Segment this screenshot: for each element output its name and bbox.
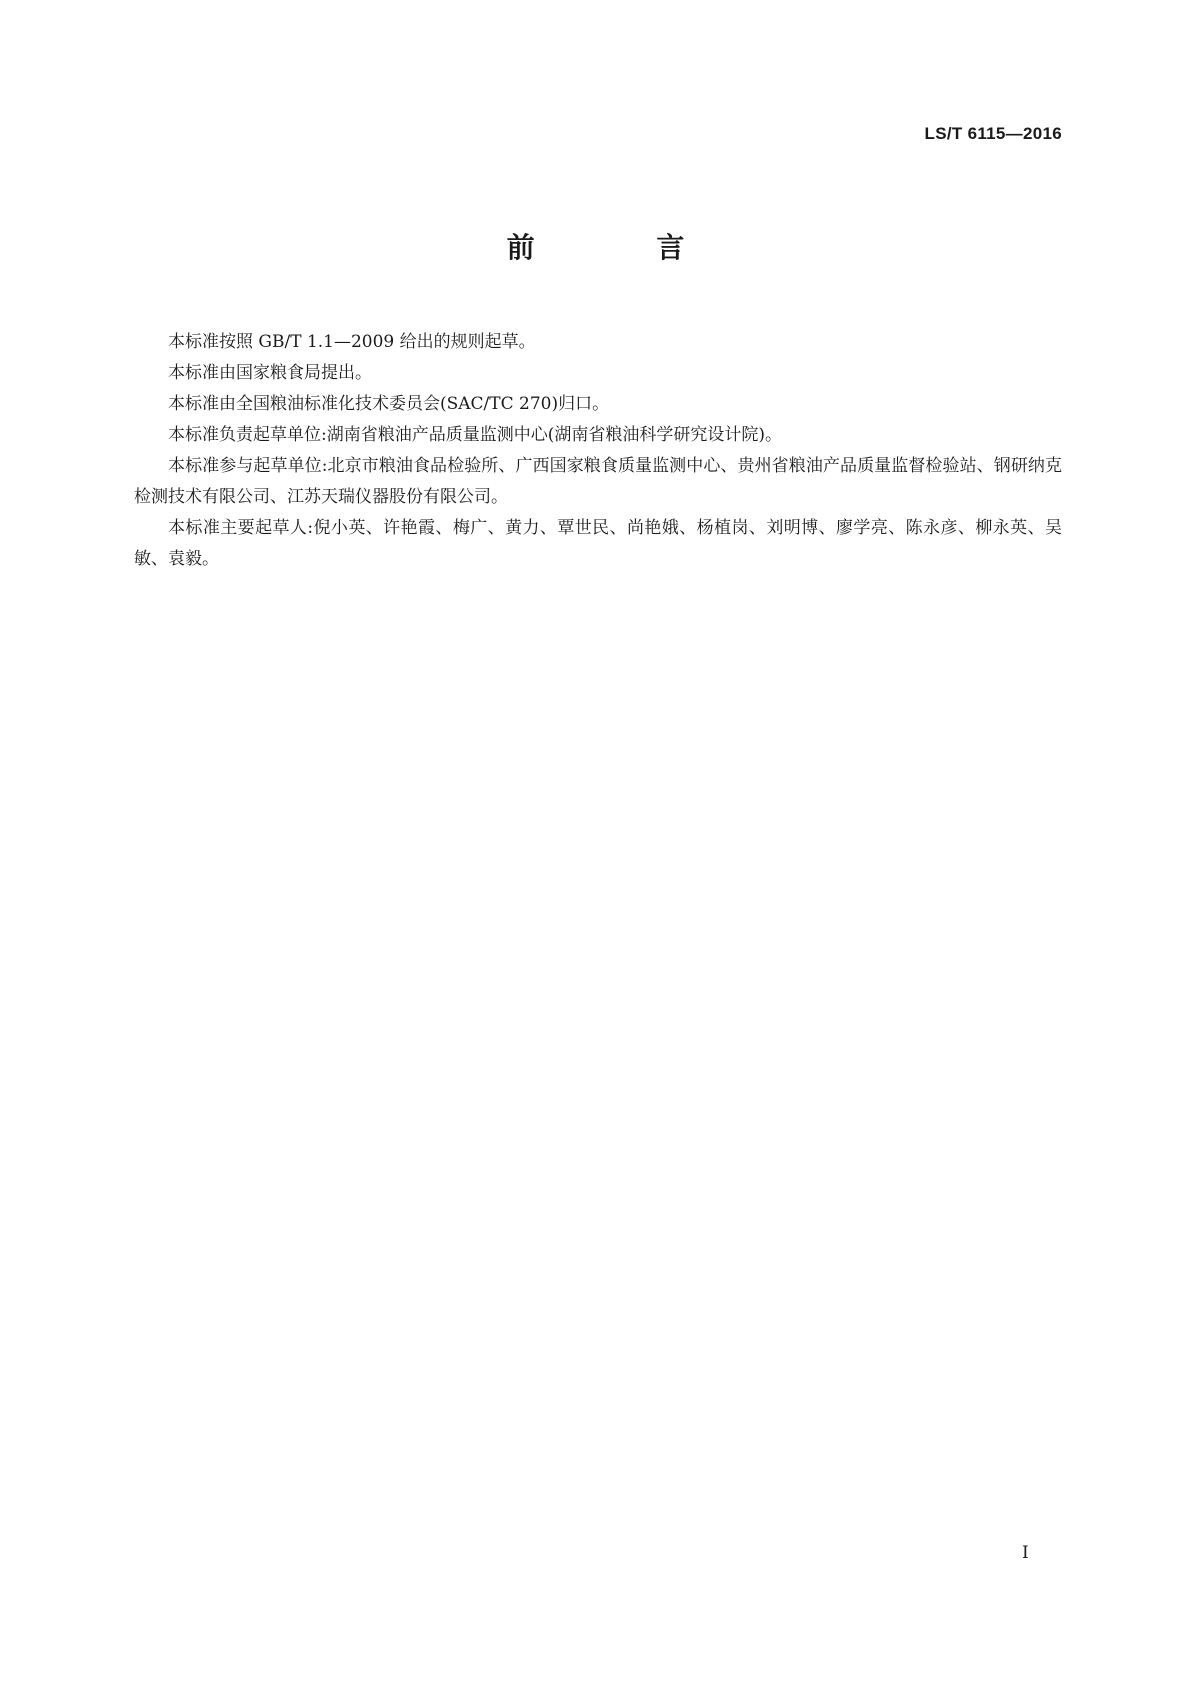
foreword-body bbox=[134, 327, 1062, 575]
paragraph-main-drafters: 本标准主要起草人:倪小英、许艳霞、梅广、黄力、覃世民、尚艳娥、杨植岗、刘明博、廖学亮、陈永彦、柳永英、吴敏、袁毅。 bbox=[134, 518, 1062, 569]
paragraph-participating-drafters: 本标准参与起草单位:北京市粮油食品检验所、广西国家粮食质量监测中心、贵州省粮油产品质量监督检验站、钢研纳克检测技术有限公司、江苏天瑞仪器股份有限公司。 bbox=[134, 456, 1062, 507]
standard-code: LS/T 6115—2016 bbox=[924, 124, 1062, 143]
page-title: 前 言 bbox=[506, 231, 741, 264]
paragraph-centralized-unit: 本标准由全国粮油标准化技术委员会(SAC/TC 270)归口。 bbox=[168, 394, 610, 414]
page-number: I bbox=[1022, 1543, 1029, 1563]
paragraph-responsible-drafter: 本标准负责起草单位:湖南省粮油产品质量监测中心(湖南省粮油科学研究设计院)。 bbox=[168, 425, 782, 445]
paragraph-proposer: 本标准由国家粮食局提出。 bbox=[168, 363, 372, 383]
paragraph-drafting-rules: 本标准按照 GB/T 1.1—2009 给出的规则起草。 bbox=[168, 332, 536, 352]
